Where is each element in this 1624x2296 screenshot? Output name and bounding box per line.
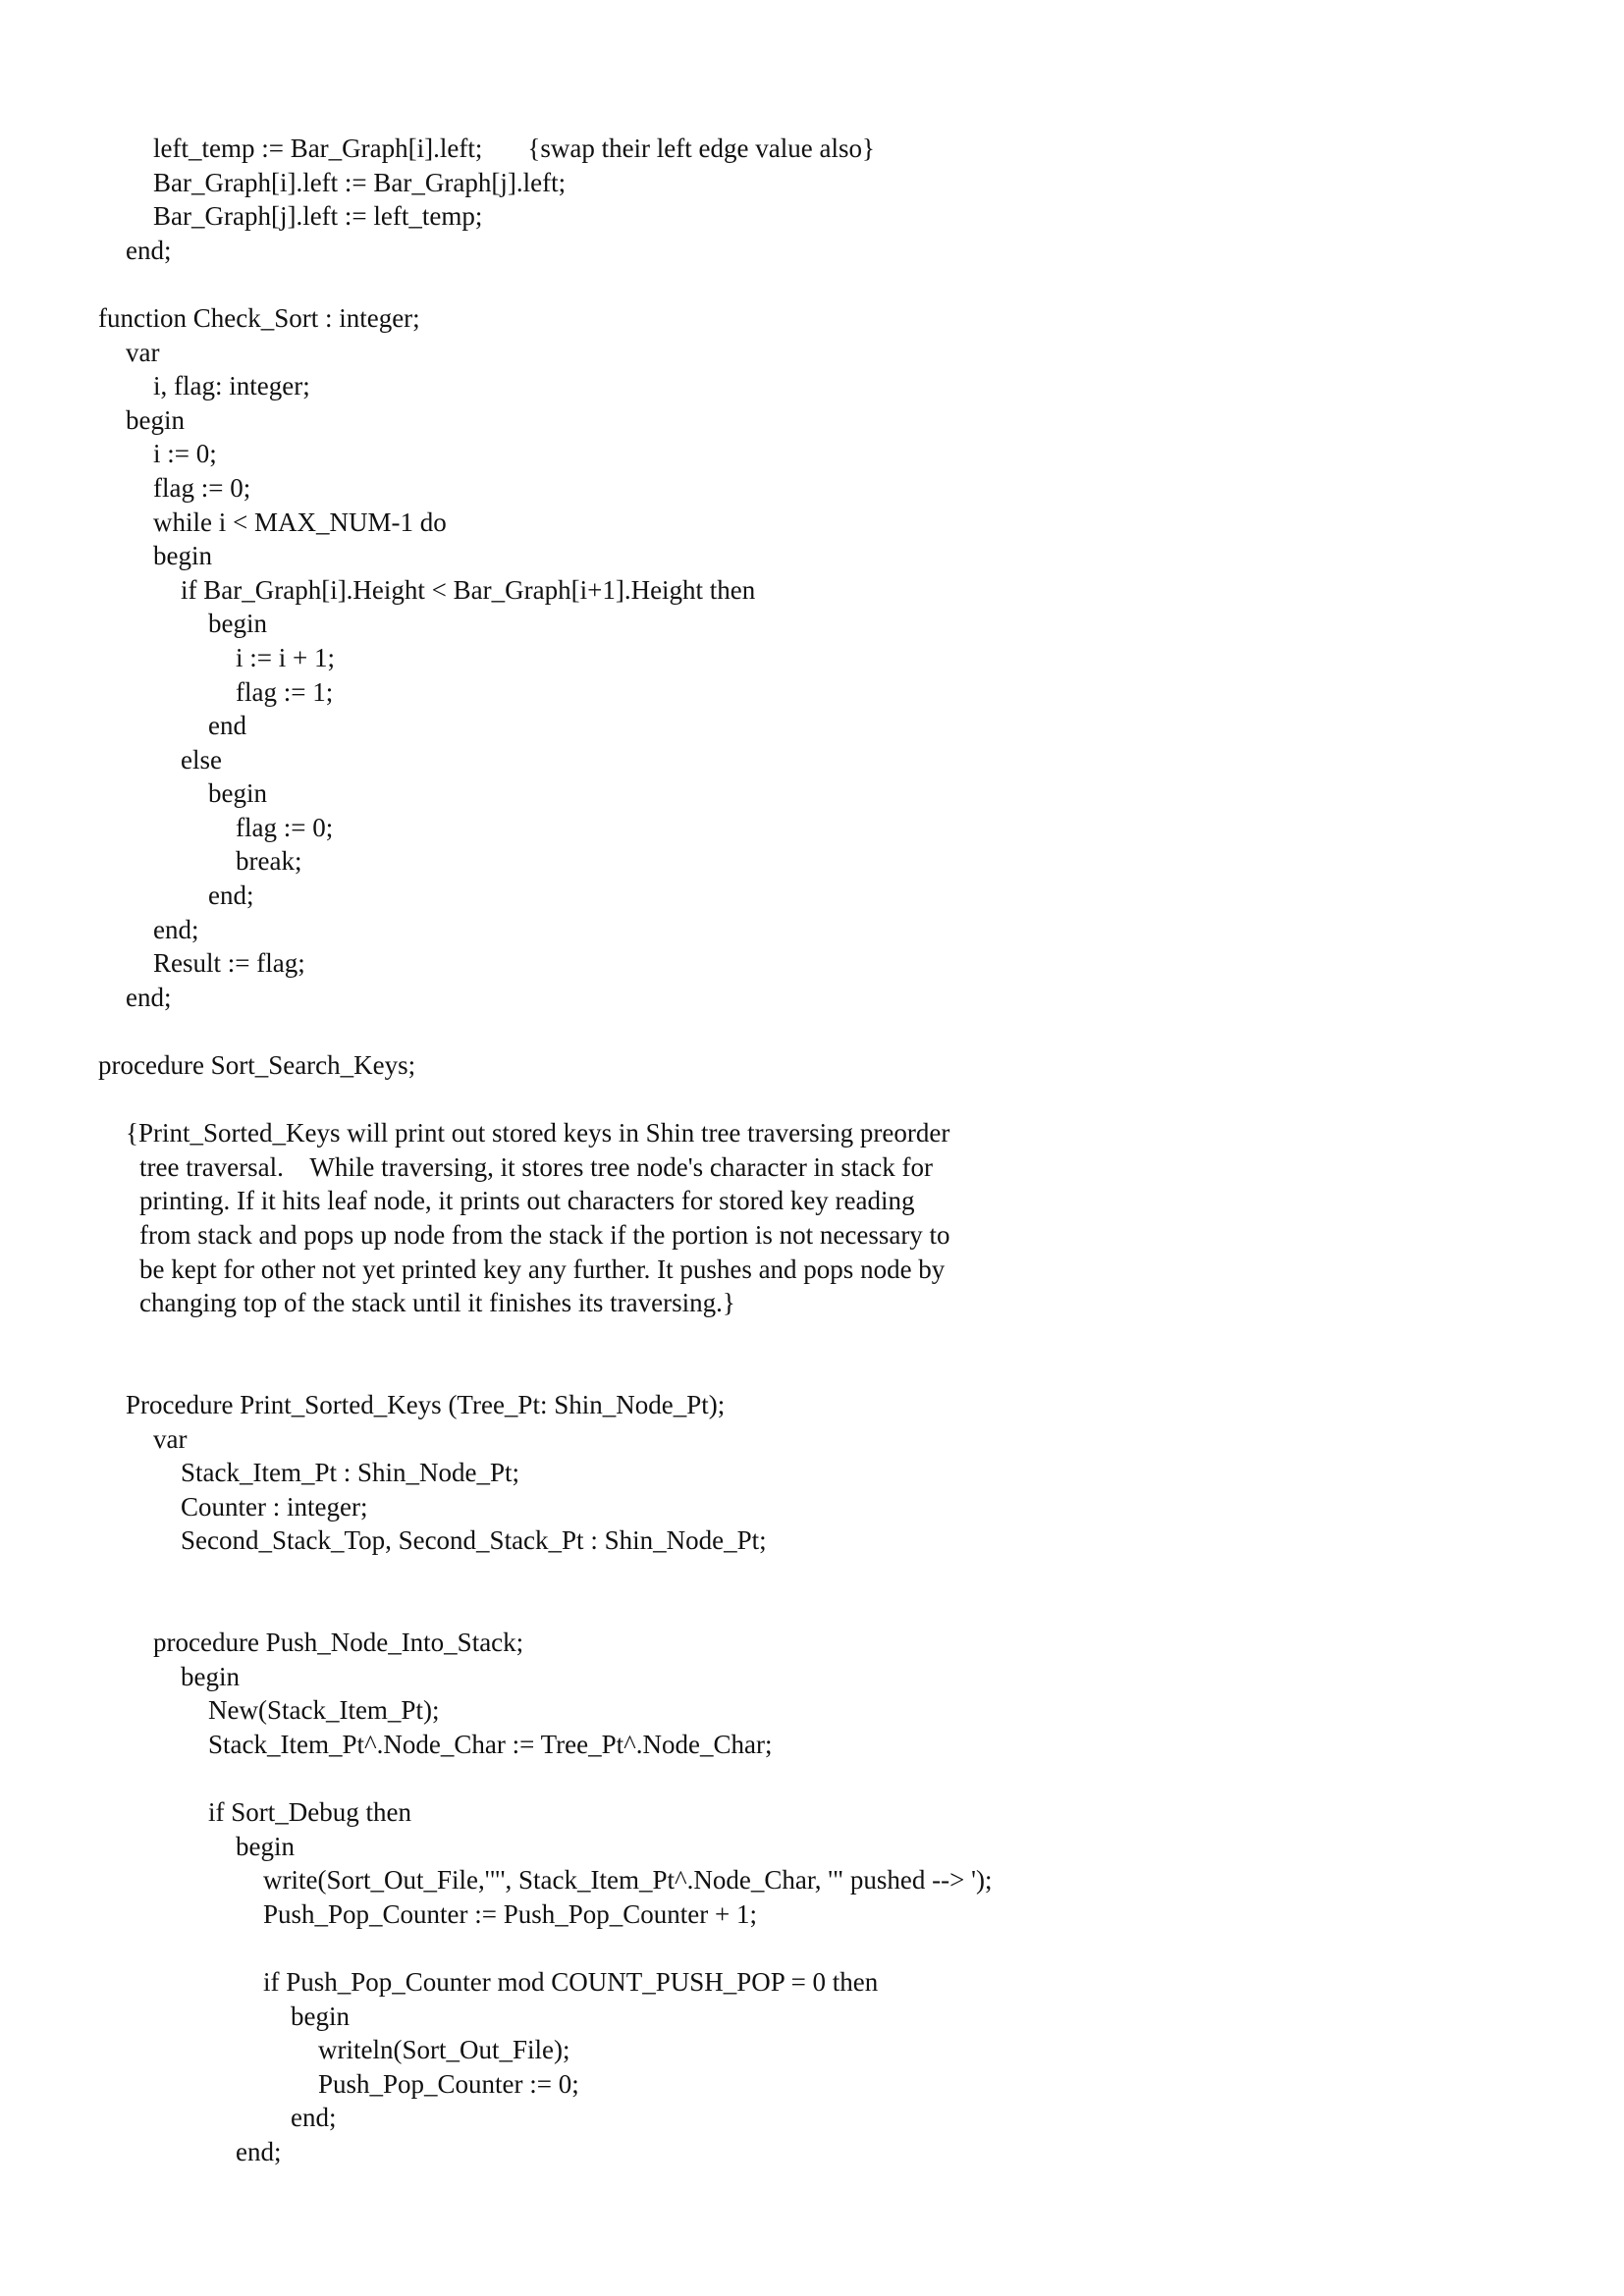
code-line-18: end	[208, 711, 246, 741]
code-line-36	[98, 1320, 1522, 1355]
code-line-19: else	[181, 744, 222, 774]
code-line-52: write(Sort_Out_File,'"', Stack_Item_Pt^.Node_Char, '" pushed --> ');	[263, 1865, 993, 1896]
pascal-code-listing	[98, 132, 1522, 2169]
code-line-25: Result := flag;	[153, 948, 305, 979]
code-line-6: function Check_Sort : integer;	[98, 302, 420, 333]
code-line-5	[98, 267, 1522, 301]
code-line-13: begin	[153, 541, 212, 571]
code-line-23: end;	[208, 881, 254, 911]
code-line-3: Bar_Graph[j].left := left_temp;	[153, 201, 483, 232]
code-line-1	[98, 132, 1522, 166]
code-comment: {swap their left edge value also}	[527, 133, 875, 163]
code-line-28: procedure Sort_Search_Keys;	[98, 1050, 416, 1081]
code-line-55: if Push_Pop_Counter mod COUNT_PUSH_POP = 0 then	[263, 1967, 879, 1998]
code-line-15: begin	[208, 609, 267, 639]
code-line-41: Counter : integer;	[181, 1491, 368, 1522]
code-line-58: Push_Pop_Counter := 0;	[318, 2068, 579, 2099]
code-line-60: end;	[236, 2137, 282, 2167]
code-line-45: procedure Push_Node_Into_Stack;	[153, 1628, 524, 1658]
code-line-14: if Bar_Graph[i].Height < Bar_Graph[i+1].Height then	[181, 574, 756, 605]
code-line-22: break;	[236, 846, 302, 877]
code-comment-line-3: printing. If it hits leaf node, it prints out characters for stored key reading	[139, 1186, 915, 1216]
code-line-44	[98, 1592, 1522, 1627]
code-line-40: Stack_Item_Pt : Shin_Node_Pt;	[181, 1458, 520, 1488]
code-line-4: end;	[126, 235, 172, 265]
code-line-57: writeln(Sort_Out_File);	[318, 2035, 570, 2065]
code-line-8: i, flag: integer;	[153, 371, 310, 401]
code-comment-line-5: be kept for other not yet printed key any further. It pushes and pops node by	[139, 1254, 946, 1284]
code-line-56: begin	[291, 2001, 350, 2031]
code-line-9: begin	[126, 404, 185, 435]
code-comment-line-6: changing top of the stack until it finishes its traversing.}	[139, 1288, 735, 1318]
code-comment-line-4: from stack and pops up node from the stack if the portion is not necessary to	[139, 1220, 950, 1250]
code-line-20: begin	[208, 778, 267, 809]
code-comment-line-2: tree traversal. While traversing, it stores tree node's character in stack for	[139, 1151, 934, 1182]
code-line-38: Procedure Print_Sorted_Keys (Tree_Pt: Shin_Node_Pt);	[126, 1389, 726, 1419]
code-line-49	[98, 1762, 1522, 1796]
code-line-11: flag := 0;	[153, 472, 251, 503]
code-line-17: flag := 1;	[236, 676, 334, 707]
code-line-29	[98, 1083, 1522, 1117]
code-line-37	[98, 1354, 1522, 1388]
code-line-48: Stack_Item_Pt^.Node_Char := Tree_Pt^.Node_Char;	[208, 1729, 773, 1759]
code-line-47: New(Stack_Item_Pt);	[208, 1695, 440, 1726]
code-line-42: Second_Stack_Top, Second_Stack_Pt : Shin_Node_Pt;	[181, 1525, 767, 1556]
code-line-7: var	[126, 337, 160, 367]
code-line-21: flag := 0;	[236, 812, 334, 842]
code-line-12: while i < MAX_NUM-1 do	[153, 507, 447, 537]
code-comment-line-1: {Print_Sorted_Keys will print out stored keys in Shin tree traversing preorder	[126, 1118, 950, 1148]
code-line-27	[98, 1014, 1522, 1048]
code-line-54	[98, 1931, 1522, 1965]
code-line-24: end;	[153, 914, 199, 944]
code-line-46: begin	[181, 1661, 240, 1691]
code-text: left_temp := Bar_Graph[i].left;	[153, 133, 483, 163]
code-line-59: end;	[291, 2103, 337, 2133]
code-line-43	[98, 1558, 1522, 1592]
code-line-51: begin	[236, 1831, 295, 1861]
code-line-2: Bar_Graph[i].left := Bar_Graph[j].left;	[153, 167, 567, 197]
code-line-50: if Sort_Debug then	[208, 1797, 411, 1828]
code-line-53: Push_Pop_Counter := Push_Pop_Counter + 1;	[263, 1898, 758, 1929]
code-line-10: i := 0;	[153, 439, 217, 469]
code-line-16: i := i + 1;	[236, 642, 335, 672]
code-line-39: var	[153, 1423, 188, 1454]
code-line-26: end;	[126, 982, 172, 1012]
